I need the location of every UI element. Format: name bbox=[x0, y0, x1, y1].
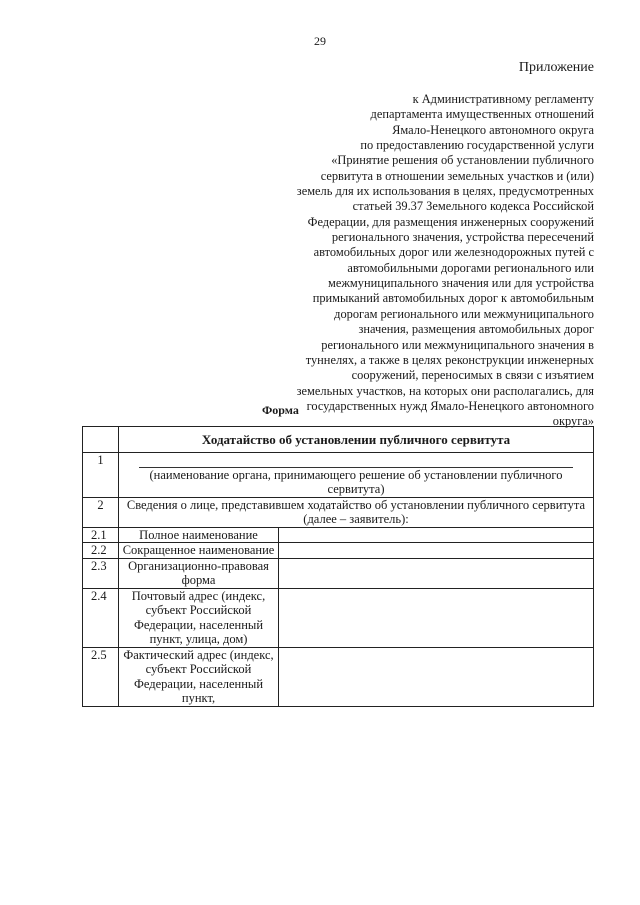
field-label-actual-address: Фактический адрес (индекс, субъект Российской Федерации, населенный пункт, bbox=[119, 647, 279, 706]
table-row bbox=[83, 647, 594, 706]
approval-line: округа» bbox=[552, 414, 594, 429]
appendix-title: Приложение bbox=[518, 60, 594, 75]
header-number-cell bbox=[83, 427, 119, 453]
approval-line: государственных нужд Ямало-Ненецкого автономного bbox=[306, 398, 594, 413]
postal-address-field[interactable] bbox=[279, 588, 594, 647]
row-number: 1 bbox=[83, 452, 119, 497]
actual-address-field[interactable] bbox=[279, 647, 594, 706]
table-row bbox=[83, 452, 594, 497]
approval-line: регионального значения, устройства пересечений bbox=[331, 230, 594, 245]
table-row bbox=[83, 527, 594, 543]
approval-line: земельных участков, на которых они располагались, для bbox=[296, 383, 594, 398]
approval-line: туннелях, а также в целях реконструкции инженерных bbox=[305, 352, 594, 367]
page-number: 29 bbox=[314, 34, 326, 48]
form-label: Форма bbox=[262, 403, 299, 417]
table-header-row bbox=[83, 427, 594, 453]
approval-line: статьей 39.37 Земельного кодекса Российской bbox=[352, 199, 594, 214]
approval-line: по предоставлению государственной услуги bbox=[360, 138, 594, 153]
form-header: Ходатайство об установлении публичного сервитута bbox=[119, 427, 594, 453]
approval-line: сооружений, переносимых в связи с изъятием bbox=[351, 368, 594, 383]
approval-line: сервитута в отношении земельных участков и (или) bbox=[320, 168, 594, 183]
approval-line: автомобильными дорогами регионального или bbox=[347, 260, 594, 275]
row-number: 2.4 bbox=[83, 588, 119, 647]
row-number: 2.1 bbox=[83, 527, 119, 543]
field-label-short-name: Сокращенное наименование bbox=[119, 543, 279, 559]
petition-form-table bbox=[82, 426, 594, 707]
approval-line: автомобильных дорог или железнодорожных путей с bbox=[313, 245, 594, 260]
table-row bbox=[83, 497, 594, 527]
field-label-full-name: Полное наименование bbox=[119, 527, 279, 543]
row-number: 2.3 bbox=[83, 558, 119, 588]
row-number: 2 bbox=[83, 497, 119, 527]
approval-line: к Административному регламенту bbox=[412, 92, 594, 106]
applicant-section-title: Сведения о лице, представившем ходатайство об установлении публичного сервитута (далее – заявитель): bbox=[119, 497, 594, 527]
table-row bbox=[83, 558, 594, 588]
approval-line: значения, размещения автомобильных дорог bbox=[358, 322, 594, 337]
field-label-postal-address: Почтовый адрес (индекс, субъект Российской Федерации, населенный пункт, улица, дом) bbox=[119, 588, 279, 647]
approval-line: Федерации, для размещения инженерных сооружений bbox=[307, 214, 594, 229]
approval-line: департамента имущественных отношений bbox=[370, 107, 594, 122]
approval-line: дорогам регионального или межмуниципального bbox=[334, 306, 594, 321]
approval-reference-block bbox=[234, 92, 594, 430]
field-label-legal-form: Организационно-правовая форма bbox=[119, 558, 279, 588]
approval-line: межмуниципального значения или для устройства bbox=[328, 276, 594, 291]
authority-name-field[interactable] bbox=[119, 452, 594, 497]
approval-line: примыканий автомобильных дорог к автомобильным bbox=[312, 291, 594, 306]
row-number: 2.5 bbox=[83, 647, 119, 706]
authority-name-caption: (наименование органа, принимающего решение об установлении публичного сервитута) bbox=[149, 467, 563, 496]
approval-line: «Принятие решения об установлении публичного bbox=[331, 153, 594, 168]
short-name-field[interactable] bbox=[279, 543, 594, 559]
legal-form-field[interactable] bbox=[279, 558, 594, 588]
approval-line: регионального или межмуниципального значения в bbox=[321, 337, 594, 352]
approval-line: Ямало-Ненецкого автономного округа bbox=[392, 122, 594, 137]
full-name-field[interactable] bbox=[279, 527, 594, 543]
row-number: 2.2 bbox=[83, 543, 119, 559]
approval-line: земель для их использования в целях, предусмотренных bbox=[296, 184, 594, 199]
table-row bbox=[83, 588, 594, 647]
table-row bbox=[83, 543, 594, 559]
